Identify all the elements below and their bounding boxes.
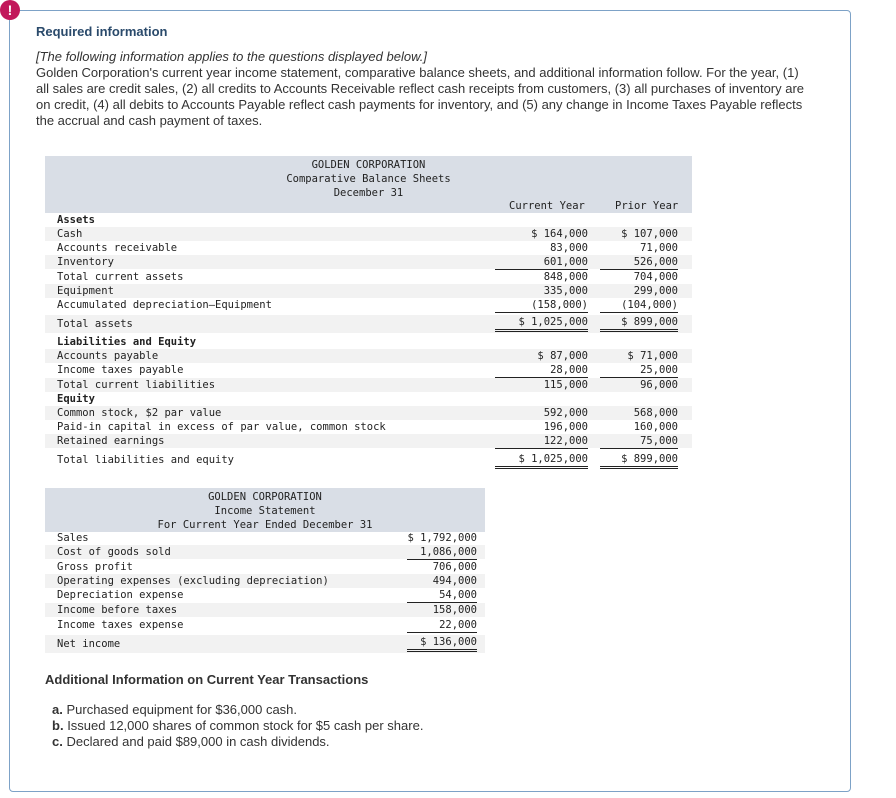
section-title: Required information (36, 24, 168, 39)
bs-row (45, 406, 692, 420)
bs-row (45, 420, 692, 434)
bs-row-current: 601,000 (495, 255, 588, 270)
is-row-amount: 494,000 (432, 575, 477, 587)
list-item-text: Purchased equipment for $36,000 cash. (66, 702, 298, 717)
is-row-label: Gross profit (57, 561, 133, 573)
is-row (45, 531, 485, 545)
bs-row-label: Total liabilities and equity (57, 454, 235, 466)
bs-title: Comparative Balance Sheets (286, 173, 451, 185)
bs-row-label: Paid-in capital in excess of par value, common stock (57, 421, 386, 433)
is-company: GOLDEN CORPORATION (208, 491, 322, 503)
bs-company: GOLDEN CORPORATION (311, 159, 426, 171)
bs-row-prior: 71,000 (640, 242, 678, 254)
bs-row (45, 227, 692, 241)
bs-row-current: $ 1,025,000 (495, 452, 588, 469)
is-row (45, 560, 485, 574)
is-row-label: Operating expenses (excluding depreciation) (57, 575, 329, 587)
bs-row-prior: $ 107,000 (621, 228, 678, 240)
intro-text: Golden Corporation's current year income statement, comparative balance sheets, and additional information follow. For the year, (1) all sales are credit sales, (2) all credits to Accounts Receivable reflect cash receipts from customers, (3) all purchases of inventory are on credit, (4) all debits to Accounts Payable reflect cash payments for inventory, and (5) any change in Income Taxes Payable reflects the accrual and cash payment of taxes. (36, 65, 805, 128)
bs-row-prior: 704,000 (633, 271, 678, 283)
bs-row-current: 115,000 (543, 379, 588, 391)
bs-row-label: Accounts payable (57, 350, 159, 362)
alert-icon: ! (0, 0, 20, 20)
list-item (52, 734, 423, 750)
bs-row-current: 848,000 (543, 271, 588, 283)
is-row-label: Net income (57, 638, 121, 650)
intro-note: [The following information applies to the questions displayed below.] (36, 49, 427, 64)
bs-row (45, 452, 692, 469)
is-row-amount: 54,000 (407, 588, 477, 603)
is-row-amount: 158,000 (432, 604, 477, 616)
bs-row-prior: 96,000 (640, 379, 678, 391)
bs-row (45, 284, 692, 298)
bs-row-current: $ 87,000 (537, 350, 588, 362)
bs-row (45, 213, 692, 227)
bs-row (45, 298, 692, 312)
list-item-letter: a. (52, 702, 63, 717)
bs-row (45, 434, 692, 448)
list-item-text: Issued 12,000 shares of common stock for $5 cash per share. (67, 718, 424, 733)
bs-row-label: Accounts receivable (57, 242, 178, 254)
is-row (45, 545, 485, 559)
income-statement-header (45, 488, 485, 532)
is-row-label: Income before taxes (57, 604, 178, 616)
bs-row-current: 83,000 (550, 242, 588, 254)
bs-row-prior: 25,000 (600, 363, 678, 378)
bs-row-prior: $ 899,000 (600, 452, 678, 469)
bs-row-prior: 160,000 (633, 421, 678, 433)
is-row-label: Income taxes expense (57, 619, 184, 631)
bs-row-current: 335,000 (543, 285, 588, 297)
bs-row-prior: 526,000 (600, 255, 678, 270)
bs-row (45, 349, 692, 363)
bs-col-current: Current Year (509, 200, 585, 212)
bs-row (45, 315, 692, 333)
bs-row-label: Income taxes payable (57, 364, 184, 376)
bs-row-prior: 299,000 (633, 285, 678, 297)
bs-row-current: 122,000 (495, 434, 588, 449)
is-row (45, 603, 485, 617)
is-period: For Current Year Ended December 31 (157, 519, 373, 531)
bs-row (45, 363, 692, 377)
bs-row-current: $ 164,000 (531, 228, 588, 240)
is-row-amount: 22,000 (407, 618, 477, 633)
bs-row-prior: $ 899,000 (600, 315, 678, 332)
bs-row-current: (158,000) (495, 298, 588, 313)
list-item-letter: b. (52, 718, 64, 733)
bs-row-label: Total assets (57, 318, 133, 330)
bs-row-label: Accumulated depreciation—Equipment (57, 299, 272, 311)
is-row-label: Depreciation expense (57, 589, 184, 601)
is-title: Income Statement (214, 505, 316, 517)
list-item-text: Declared and paid $89,000 in cash dividends. (66, 734, 330, 749)
is-row-amount: $ 1,792,000 (407, 532, 477, 544)
bs-col-prior: Prior Year (615, 200, 679, 212)
balance-sheet-header (45, 156, 692, 213)
is-row-label: Sales (57, 532, 89, 544)
bs-row (45, 241, 692, 255)
bs-row-current: 196,000 (543, 421, 588, 433)
bs-row-label: Equipment (57, 285, 114, 297)
list-item-letter: c. (52, 734, 63, 749)
intro-paragraph (36, 49, 806, 129)
bs-row-label: Liabilities and Equity (57, 336, 197, 348)
is-row (45, 574, 485, 588)
bs-date: December 31 (333, 187, 404, 199)
bs-row-label: Inventory (57, 256, 114, 268)
is-row (45, 635, 485, 653)
is-row (45, 588, 485, 602)
bs-row-label: Equity (57, 393, 95, 405)
bs-row-prior: $ 71,000 (627, 350, 678, 362)
is-row-amount: $ 136,000 (407, 635, 477, 652)
bs-row-label: Cash (57, 228, 83, 240)
bs-row-label: Retained earnings (57, 435, 165, 447)
bs-row-prior: 75,000 (600, 434, 678, 449)
is-row (45, 618, 485, 632)
list-item (52, 718, 423, 734)
is-row-amount: 1,086,000 (407, 545, 477, 560)
bs-row (45, 255, 692, 269)
bs-row (45, 392, 692, 406)
bs-row-label: Assets (57, 214, 95, 226)
bs-row-current: 592,000 (543, 407, 588, 419)
is-row-amount: 706,000 (432, 561, 477, 573)
bs-row-prior: (104,000) (600, 298, 678, 313)
list-item (52, 702, 423, 718)
bs-row-prior: 568,000 (633, 407, 678, 419)
bs-row-current: 28,000 (495, 363, 588, 378)
bs-row (45, 335, 692, 349)
bs-row-label: Total current assets (57, 271, 184, 283)
bs-row-label: Total current liabilities (57, 379, 216, 391)
additional-info-list (52, 702, 423, 750)
additional-info-title: Additional Information on Current Year Transactions (45, 672, 369, 687)
bs-row-current: $ 1,025,000 (495, 315, 588, 332)
is-row-label: Cost of goods sold (57, 546, 171, 558)
bs-row (45, 270, 692, 284)
bs-row (45, 378, 692, 392)
bs-row-label: Common stock, $2 par value (57, 407, 222, 419)
